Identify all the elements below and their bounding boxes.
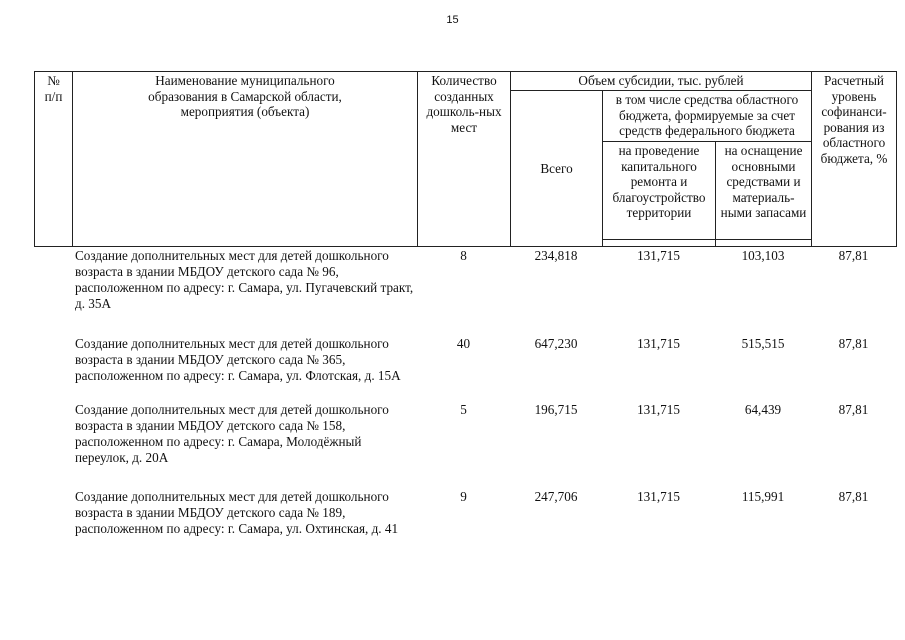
col-header-subsidy: Объем субсидии, тыс. рублей xyxy=(511,72,812,91)
row-name: Создание дополнительных мест для детей дошкольного возраста в здании МБДОУ детского сада № 96, расположенном по адресу: г. Самара, ул. Пугачевский тракт, д. 35А xyxy=(75,248,414,311)
table-row xyxy=(34,336,896,402)
col-header-name: Наименование муниципального образования в Самарской области, мероприятия (объекта) xyxy=(73,72,418,247)
data-rows xyxy=(34,248,896,555)
table-row xyxy=(34,248,896,336)
row-capital: 131,715 xyxy=(637,489,680,504)
page-number: 15 xyxy=(446,14,459,26)
table-row xyxy=(34,489,896,555)
table-header xyxy=(34,71,897,247)
row-name: Создание дополнительных мест для детей дошкольного возраста в здании МБДОУ детского сада № 158, расположенном по адресу: г. Самара, Молодёжный переулок, д. 20А xyxy=(75,402,389,465)
row-places: 40 xyxy=(456,336,471,351)
row-total: 247,706 xyxy=(534,489,578,504)
col-header-capital: на проведение капитального ремонта и благоустройство территории xyxy=(603,142,716,240)
row-capital: 131,715 xyxy=(637,402,680,417)
col-header-total: Всего xyxy=(511,91,603,247)
row-equipment: 115,991 xyxy=(741,489,785,504)
row-equipment: 515,515 xyxy=(741,336,785,351)
row-total: 647,230 xyxy=(534,336,578,351)
row-cofinancing: 87,81 xyxy=(838,489,869,504)
col-header-places: Количество созданных дошколь-ных мест xyxy=(418,72,511,247)
row-cofinancing: 87,81 xyxy=(838,336,869,351)
row-cofinancing: 87,81 xyxy=(838,248,869,263)
row-total: 196,715 xyxy=(534,402,578,417)
row-total: 234,818 xyxy=(534,248,578,263)
row-equipment: 64,439 xyxy=(744,402,782,417)
col-header-equipment: на оснащение основными средствами и материаль-ными запасами xyxy=(716,142,812,240)
row-equipment: 103,103 xyxy=(741,248,785,263)
col-header-incl-regional: в том числе средства областного бюджета, формируемые за счет средств федерального бюджета xyxy=(603,91,812,142)
row-capital: 131,715 xyxy=(637,336,680,351)
row-name: Создание дополнительных мест для детей дошкольного возраста в здании МБДОУ детского сада № 365, расположенном по адресу: г. Самара, ул. Флотская, д. 15А xyxy=(75,336,401,383)
row-places: 8 xyxy=(460,248,467,263)
col-header-num: № п/п xyxy=(35,72,73,247)
row-cofinancing: 87,81 xyxy=(838,402,869,417)
row-places: 5 xyxy=(460,402,467,417)
row-name: Создание дополнительных мест для детей дошкольного возраста в здании МБДОУ детского сада № 189, расположенном по адресу: г. Самара, ул. Охтинская, д. 41 xyxy=(75,489,399,536)
col-header-cofinancing: Расчетный уровень софинанси-рования из областного бюджета, % xyxy=(812,72,897,247)
row-places: 9 xyxy=(460,489,467,504)
table-row xyxy=(34,402,896,489)
row-capital: 131,715 xyxy=(637,248,680,263)
